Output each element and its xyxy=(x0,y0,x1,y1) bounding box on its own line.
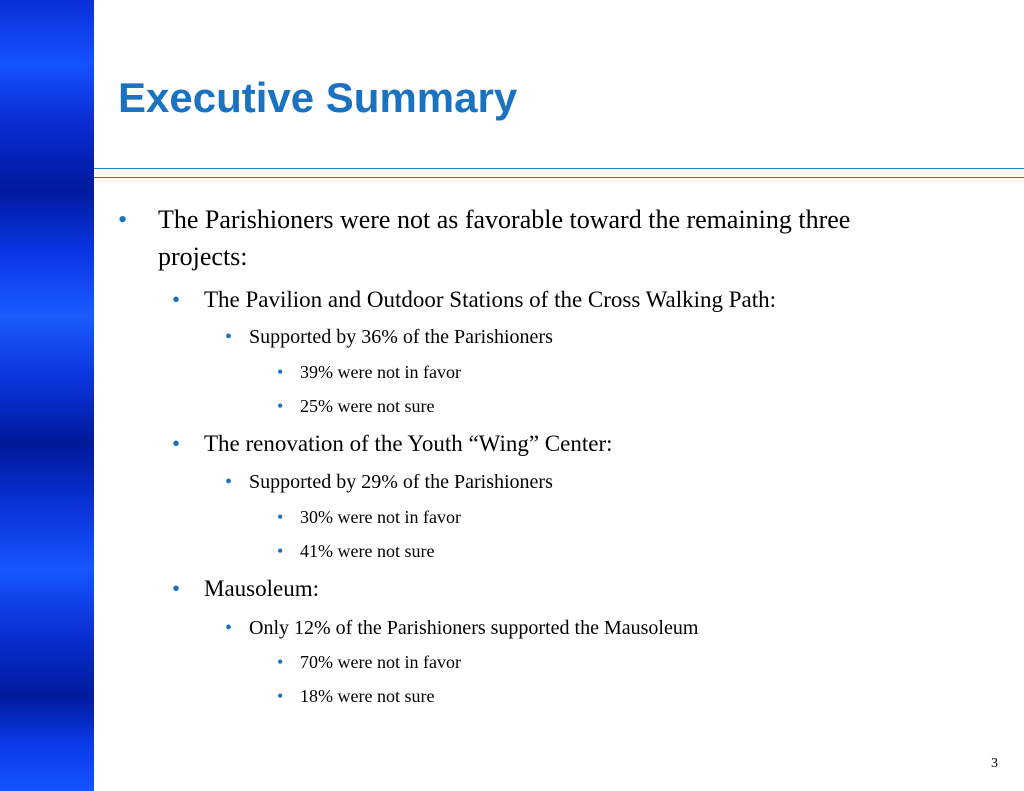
bullet-text-main-line2: projects: xyxy=(158,242,248,271)
bullet-icon: • xyxy=(225,471,233,493)
bullet-icon: • xyxy=(277,541,284,561)
bullet-icon: • xyxy=(277,396,284,416)
bullet-icon: • xyxy=(277,686,284,706)
bullet-text-mausoleum-not-favor: 70% were not in favor xyxy=(300,652,461,672)
bullet-text-pavilion-not-favor: 39% were not in favor xyxy=(300,362,461,382)
bullet-text-mausoleum: Mausoleum: xyxy=(204,576,319,601)
page-number: 3 xyxy=(991,756,998,771)
bullet-text-youth-not-favor: 30% were not in favor xyxy=(300,507,461,527)
bullet-text-youth-support: Supported by 29% of the Parishioners xyxy=(249,471,553,493)
bullet-icon: • xyxy=(277,362,284,382)
bullet-icon: • xyxy=(277,652,284,672)
bullet-icon: • xyxy=(172,287,181,312)
bullet-text-pavilion-support: Supported by 36% of the Parishioners xyxy=(249,326,553,348)
bullet-icon: • xyxy=(225,617,233,639)
bullet-text-mausoleum-support: Only 12% of the Parishioners supported the Mausoleum xyxy=(249,617,699,639)
bullet-text-pavilion-not-sure: 25% were not sure xyxy=(300,396,435,416)
bullet-icon: • xyxy=(172,431,181,456)
bullet-text-mausoleum-not-sure: 18% were not sure xyxy=(300,686,435,706)
bullet-text-pavilion: The Pavilion and Outdoor Stations of the Cross Walking Path: xyxy=(204,287,777,312)
bullet-icon: • xyxy=(172,576,181,601)
slide-title: Executive Summary xyxy=(118,74,518,121)
bullet-icon: • xyxy=(225,326,233,348)
bullet-icon: • xyxy=(118,205,128,234)
bullet-text-youth: The renovation of the Youth “Wing” Center: xyxy=(204,431,613,456)
bullet-icon: • xyxy=(277,507,284,527)
bullet-text-youth-not-sure: 41% were not sure xyxy=(300,541,435,561)
bullet-text-main-line1: The Parishioners were not as favorable toward the remaining three xyxy=(158,205,851,234)
